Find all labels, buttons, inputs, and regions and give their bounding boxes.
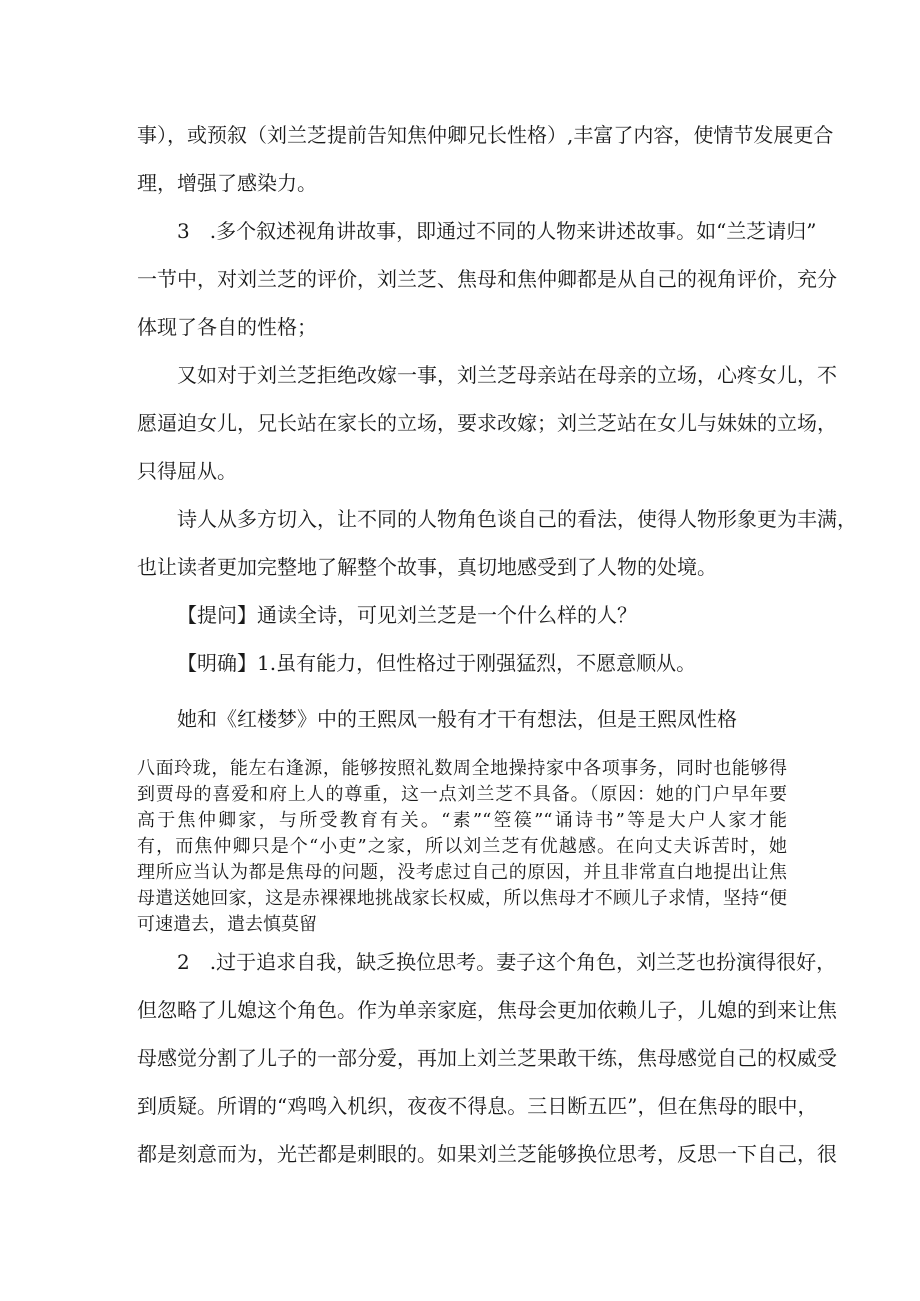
answer-line: 【明确】1.虽有能力，但性格过于刚强猛烈，不愿意顺从。 [177, 651, 697, 675]
text-line: 事），或预叙（刘兰芝提前告知焦仲卿兄长性格）,丰富了内容，使情节发展更合 [137, 123, 834, 147]
text-line: 2 .过于追求自我，缺乏换位思考。妻子这个角色，刘兰芝也扮演得很好， [177, 950, 837, 974]
text-line: 母感觉分割了儿子的一部分爱，再加上刘兰芝果敢干练，焦母感觉自己的权威受 [137, 1046, 837, 1070]
question-line: 【提问】通读全诗，可见刘兰芝是一个什么样的人？ [177, 603, 637, 627]
dense-text-line: 有，而焦仲卿只是个“小吏”之家，所以刘兰芝有优越感。在向丈夫诉苦时，她 [137, 836, 787, 857]
dense-text-line: 八面玲珑，能左右逢源，能够按照礼数周全地操持家中各项事务，同时也能够得 [137, 758, 787, 779]
text-line: 理，增强了感染力。 [137, 171, 317, 195]
text-line: 也让读者更加完整地了解整个故事，真切地感受到了人物的处境。 [137, 555, 717, 579]
text-line: 3 .多个叙述视角讲故事，即通过不同的人物来讲述故事。如“兰芝请归” [177, 219, 817, 243]
dense-text-line: 理所应当认为都是焦母的问题，没考虑过自己的原因，并且非常直白地提出让焦 [137, 862, 787, 883]
dense-text-line: 母遣送她回家，这是赤裸裸地挑战家长权威，所以焦母才不顾儿子求情，坚持“便 [137, 888, 787, 909]
text-line: 但忽略了儿媳这个角色。作为单亲家庭，焦母会更加依赖儿子，儿媳的到来让焦 [137, 998, 837, 1022]
text-line: 体现了各自的性格； [137, 315, 317, 339]
text-line: 她和《红楼梦》中的王熙凤一般有才干有想法，但是王熙凤性格 [177, 707, 737, 731]
text-line: 一节中，对刘兰芝的评价，刘兰芝、焦母和焦仲卿都是从自己的视角评价，充分 [137, 267, 837, 291]
dense-text-line: 高于焦仲卿家，与所受教育有关。“素”“箜篌”“诵诗书”等是大户人家才能 [137, 810, 787, 831]
text-line: 只得屈从。 [137, 459, 237, 483]
text-line: 又如对于刘兰芝拒绝改嫁一事，刘兰芝母亲站在母亲的立场，心疼女儿，不 [177, 363, 837, 387]
text-line: 诗人从多方切入，让不同的人物角色谈自己的看法，使得人物形象更为丰满， [177, 507, 857, 531]
dense-text-line: 到贾母的喜爱和府上人的尊重，这一点刘兰芝不具备。（原因：她的门户早年要 [137, 784, 787, 805]
text-line: 到质疑。所谓的“鸡鸣入机织，夜夜不得息。三日断五匹”，但在焦母的眼中， [137, 1094, 818, 1118]
dense-text-line: 可速遣去，遣去慎莫留 [137, 914, 317, 935]
text-line: 都是刻意而为，光芒都是刺眼的。如果刘兰芝能够换位思考，反思一下自己，很 [137, 1142, 837, 1166]
text-line: 愿逼迫女儿，兄长站在家长的立场，要求改嫁；刘兰芝站在女儿与妹妹的立场， [137, 411, 837, 435]
